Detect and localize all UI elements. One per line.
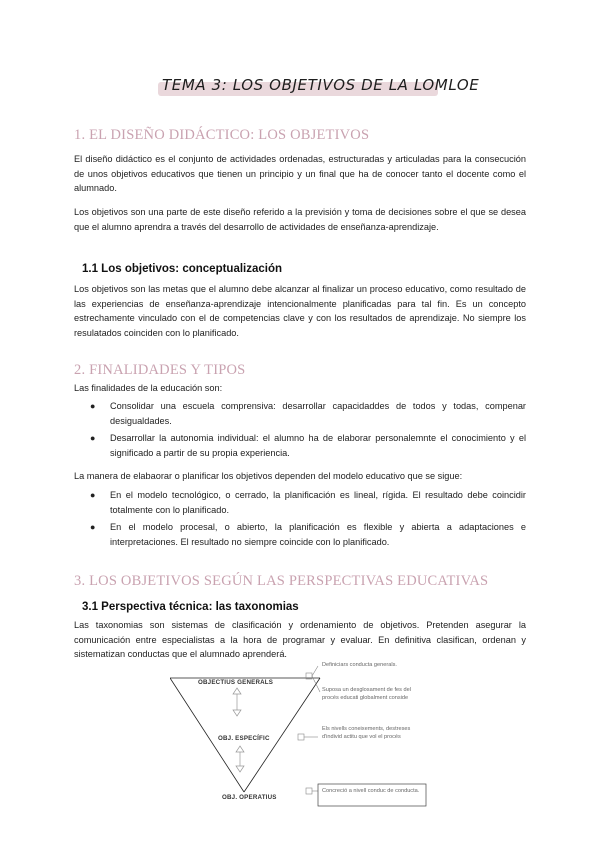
connector-line <box>312 676 320 692</box>
page-title: TEMA 3: LOS OBJETIVOS DE LA LOMLOE <box>162 76 480 94</box>
section-1-heading: 1. EL DISEÑO DIDÁCTICO: LOS OBJETIVOS <box>74 127 370 143</box>
level-operative-label: OBJ. OPERATIUS <box>222 794 277 801</box>
section-1-paragraph-2: Los objetivos son una parte de este diseño referido a la previsión y toma de decisiones sobre el que se desea que el alumno aprendra a través del desarrollo de actividades de enseñanza-aprendizaje. <box>74 207 526 232</box>
level-specific-label: OBJ. ESPECÍFIC <box>218 735 270 742</box>
taxonomy-diagram <box>170 658 430 843</box>
section-1-paragraph-3: Los objetivos son las metas que el alumno debe alcanzar al finalizar un proceso educativo, como resultado de las experiencias de enseñanza-aprendizaje intencionalmente planificadas para tal fin. Es un concepto estrechamente vinculado con el de competencias clave y con los resultados de aprendizaje. No siempre los resulatados coinciden con lo planificado. <box>74 284 526 338</box>
section-3-paragraph-1: Las taxonomias son sistemas de clasificación y ordenamiento de objetivos. Pretenden asegurar la comunicación entre especialistas a la hora de programar y evaluar. En definitiva clasifican, ordenan y sistematizan conductas que el alumnado aprenderá. <box>74 620 526 659</box>
section-3-heading: 3. LOS OBJETIVOS SEGÚN LAS PERSPECTIVAS EDUCATIVAS <box>74 573 489 589</box>
subsection-1-1-heading: 1.1 Los objetivos: conceptualización <box>82 263 283 275</box>
level-general-label: OBJECTIUS GENERALS <box>198 679 274 686</box>
connector-box <box>306 788 312 794</box>
list-item: En el modelo procesal, o abierto, la planificación es flexible y abierta a adaptaciones e interpretaciones. El resultado no siempre coincide con lo planificado. <box>110 522 526 547</box>
double-arrow-icon <box>236 746 244 772</box>
bullet-icon: ● <box>90 522 96 532</box>
bullet-icon: ● <box>90 490 96 500</box>
section-2-intro-2: La manera de elabaorar o planificar los objetivos dependen del modelo educativo que se sigue: <box>74 471 463 481</box>
subsection-3-1-heading: 3.1 Perspectiva técnica: las taxonomias <box>82 601 299 613</box>
list-item: En el modelo tecnológico, o cerrado, la planificación es lineal, rígida. El resultado debe coincidir totalmente con lo planificado. <box>110 490 526 515</box>
section-2-heading: 2. FINALIDADES Y TIPOS <box>74 362 246 378</box>
note-general: Definiciars conducta generals. <box>322 662 397 668</box>
note-specific: Els nivells coneixements, destreses d'individ actitu que vol el procés <box>322 726 411 740</box>
section-1-paragraph-1: El diseño didáctico es el conjunto de actividades ordenadas, estructuradas y articuladas para la consecución de unos objetivos educativos que tienen un principio y un final que ha de conocer tanto el docente como el alumnado. <box>74 154 526 193</box>
bullet-icon: ● <box>90 433 96 443</box>
note-desglose: Suposa un desglosament de fes del procés educati globalment conside <box>322 687 411 701</box>
list-item: Consolidar una escuela comprensiva: desarrollar capacidaddes de todos y todas, compenar desigualdades. <box>110 401 526 426</box>
bullet-icon: ● <box>90 401 96 411</box>
section-2-intro: Las finalidades de la educación son: <box>74 383 223 393</box>
connector-line <box>312 666 318 676</box>
connector-box <box>298 734 304 740</box>
list-item: Desarrollar la autonomia individual: el alumno ha de elaborar personalemnte el conocimiento y el significado a partir de su propia experiencia. <box>110 433 526 458</box>
note-operative: Concreció a nivell conduc de conducta. <box>322 788 420 794</box>
double-arrow-icon <box>233 688 241 716</box>
title-block <box>162 76 479 94</box>
